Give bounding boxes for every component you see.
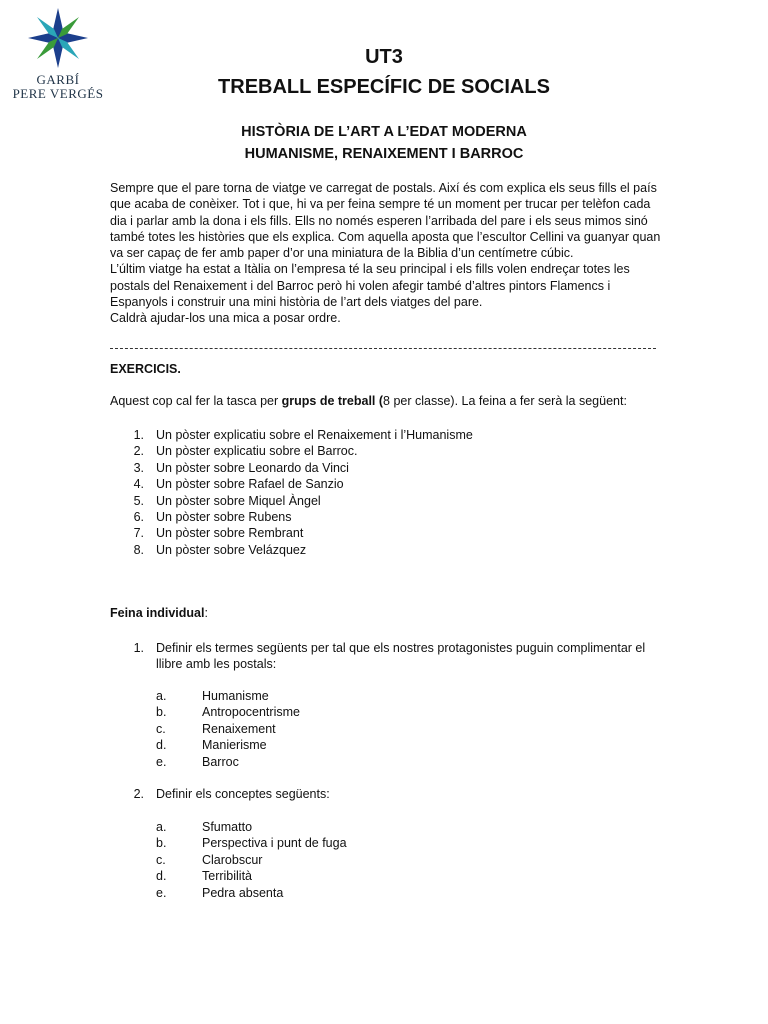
heading-bold: Feina individual [110,606,205,620]
unit-title: UT3 [365,46,403,68]
logo-text-pere-verges: PERE VERGÉS [12,86,104,101]
item-text: Pedra absenta [202,885,284,900]
intro-bold-part: grups de treball ( [281,394,384,408]
item-number: 6. [133,509,144,524]
intro-text-part: 8 per classe). La feina a fer serà la següent: [383,394,627,408]
item-text: Clarobscur [202,852,263,867]
item-text: Barroc [202,754,239,769]
task-text: Definir els conceptes següents: [156,787,330,801]
work-title: TREBALL ESPECÍFIC DE SOCIALS [218,76,550,98]
item-number: 1. [133,428,144,442]
subtitle-periods: HUMANISME, RENAIXEMENT I BARROC [244,146,524,162]
item-text: Un pòster sobre Rafael de Sanzio [156,477,344,492]
item-text: Antropocentrisme [202,705,300,720]
intro-text [110,180,670,327]
exercicis-intro [110,394,627,408]
item-number: 8. [133,542,144,557]
item-text: Renaixement [202,721,276,736]
item-text: Un pòster explicatiu sobre el Renaixement i l’Humanisme [156,428,473,442]
intro-text-part: Aquest cop cal fer la tasca per [110,394,282,408]
exercicis-heading: EXERCICIS. [110,362,181,376]
intro-paragraph: L’últim viatge ha estat a Itàlia on l’empresa té la seu principal i els fills volen endreçar totes les postals del Renaixement i del Barroc però hi volen afegir també d’altres pintors Flamencs i Espanyols i construir una mini història de l’art dels viatges del pare. [110,262,630,310]
intro-paragraph: Caldrà ajudar-los una mica a posar ordre. [110,311,341,326]
item-number: 2. [133,444,144,459]
item-number: 3. [133,460,144,475]
item-letter: e. [156,885,167,900]
item-letter: d. [156,738,167,753]
dashed-divider [110,348,656,349]
item-text: Perspectiva i punt de fuga [202,836,347,851]
task-number: 1. [133,641,144,655]
item-letter: c. [156,852,166,867]
item-letter: d. [156,869,167,884]
item-text: Humanisme [202,689,269,703]
item-number: 5. [133,493,144,508]
item-text: Sfumatto [202,820,253,834]
logo-text-garbi: GARBÍ [36,72,80,87]
item-text: Un pòster sobre Leonardo da Vinci [156,460,349,475]
item-text: Manierisme [202,738,267,753]
item-text: Un pòster sobre Rubens [156,509,292,524]
subtitle-history: HISTÒRIA DE L’ART A L’EDAT MODERNA [241,124,527,140]
item-number: 7. [133,526,144,541]
heading-colon: : [204,606,208,620]
item-letter: a. [156,689,167,703]
item-letter: e. [156,754,167,769]
item-text: Un pòster sobre Rembrant [156,526,304,541]
item-letter: b. [156,705,167,720]
item-text: Un pòster sobre Velázquez [156,542,307,557]
intro-paragraph: Sempre que el pare torna de viatge ve carregat de postals. Així és com explica els seus fills el país que acaba de conèixer. Tot i que, hi va per feina sempre té un moment per trucar per telèfon cada dia i parlar amb la dona i els fills. Ells no només esperen l’arribada del pare i els seus mimos sinó també totes les històries que els explica. Com aquella aposta que l’escultor Cellini va guanyar quan va ser capaç de fer amb paper d’or una miniatura de la Biblia d’un centímetre cúbic. [110,181,661,261]
item-number: 4. [133,477,144,492]
task-number: 2. [133,787,144,801]
item-text: Un pòster explicatiu sobre el Barroc. [156,444,358,459]
task-text: Definir els termes següents per tal que els nostres protagonistes puguin complimentar el llibre amb les postals: [156,641,646,672]
item-letter: c. [156,721,166,736]
feina-individual-heading [110,606,208,620]
item-letter: a. [156,820,167,834]
item-text: Terribilità [202,869,253,884]
item-letter: b. [156,836,167,851]
item-text: Un pòster sobre Miquel Àngel [156,493,321,508]
